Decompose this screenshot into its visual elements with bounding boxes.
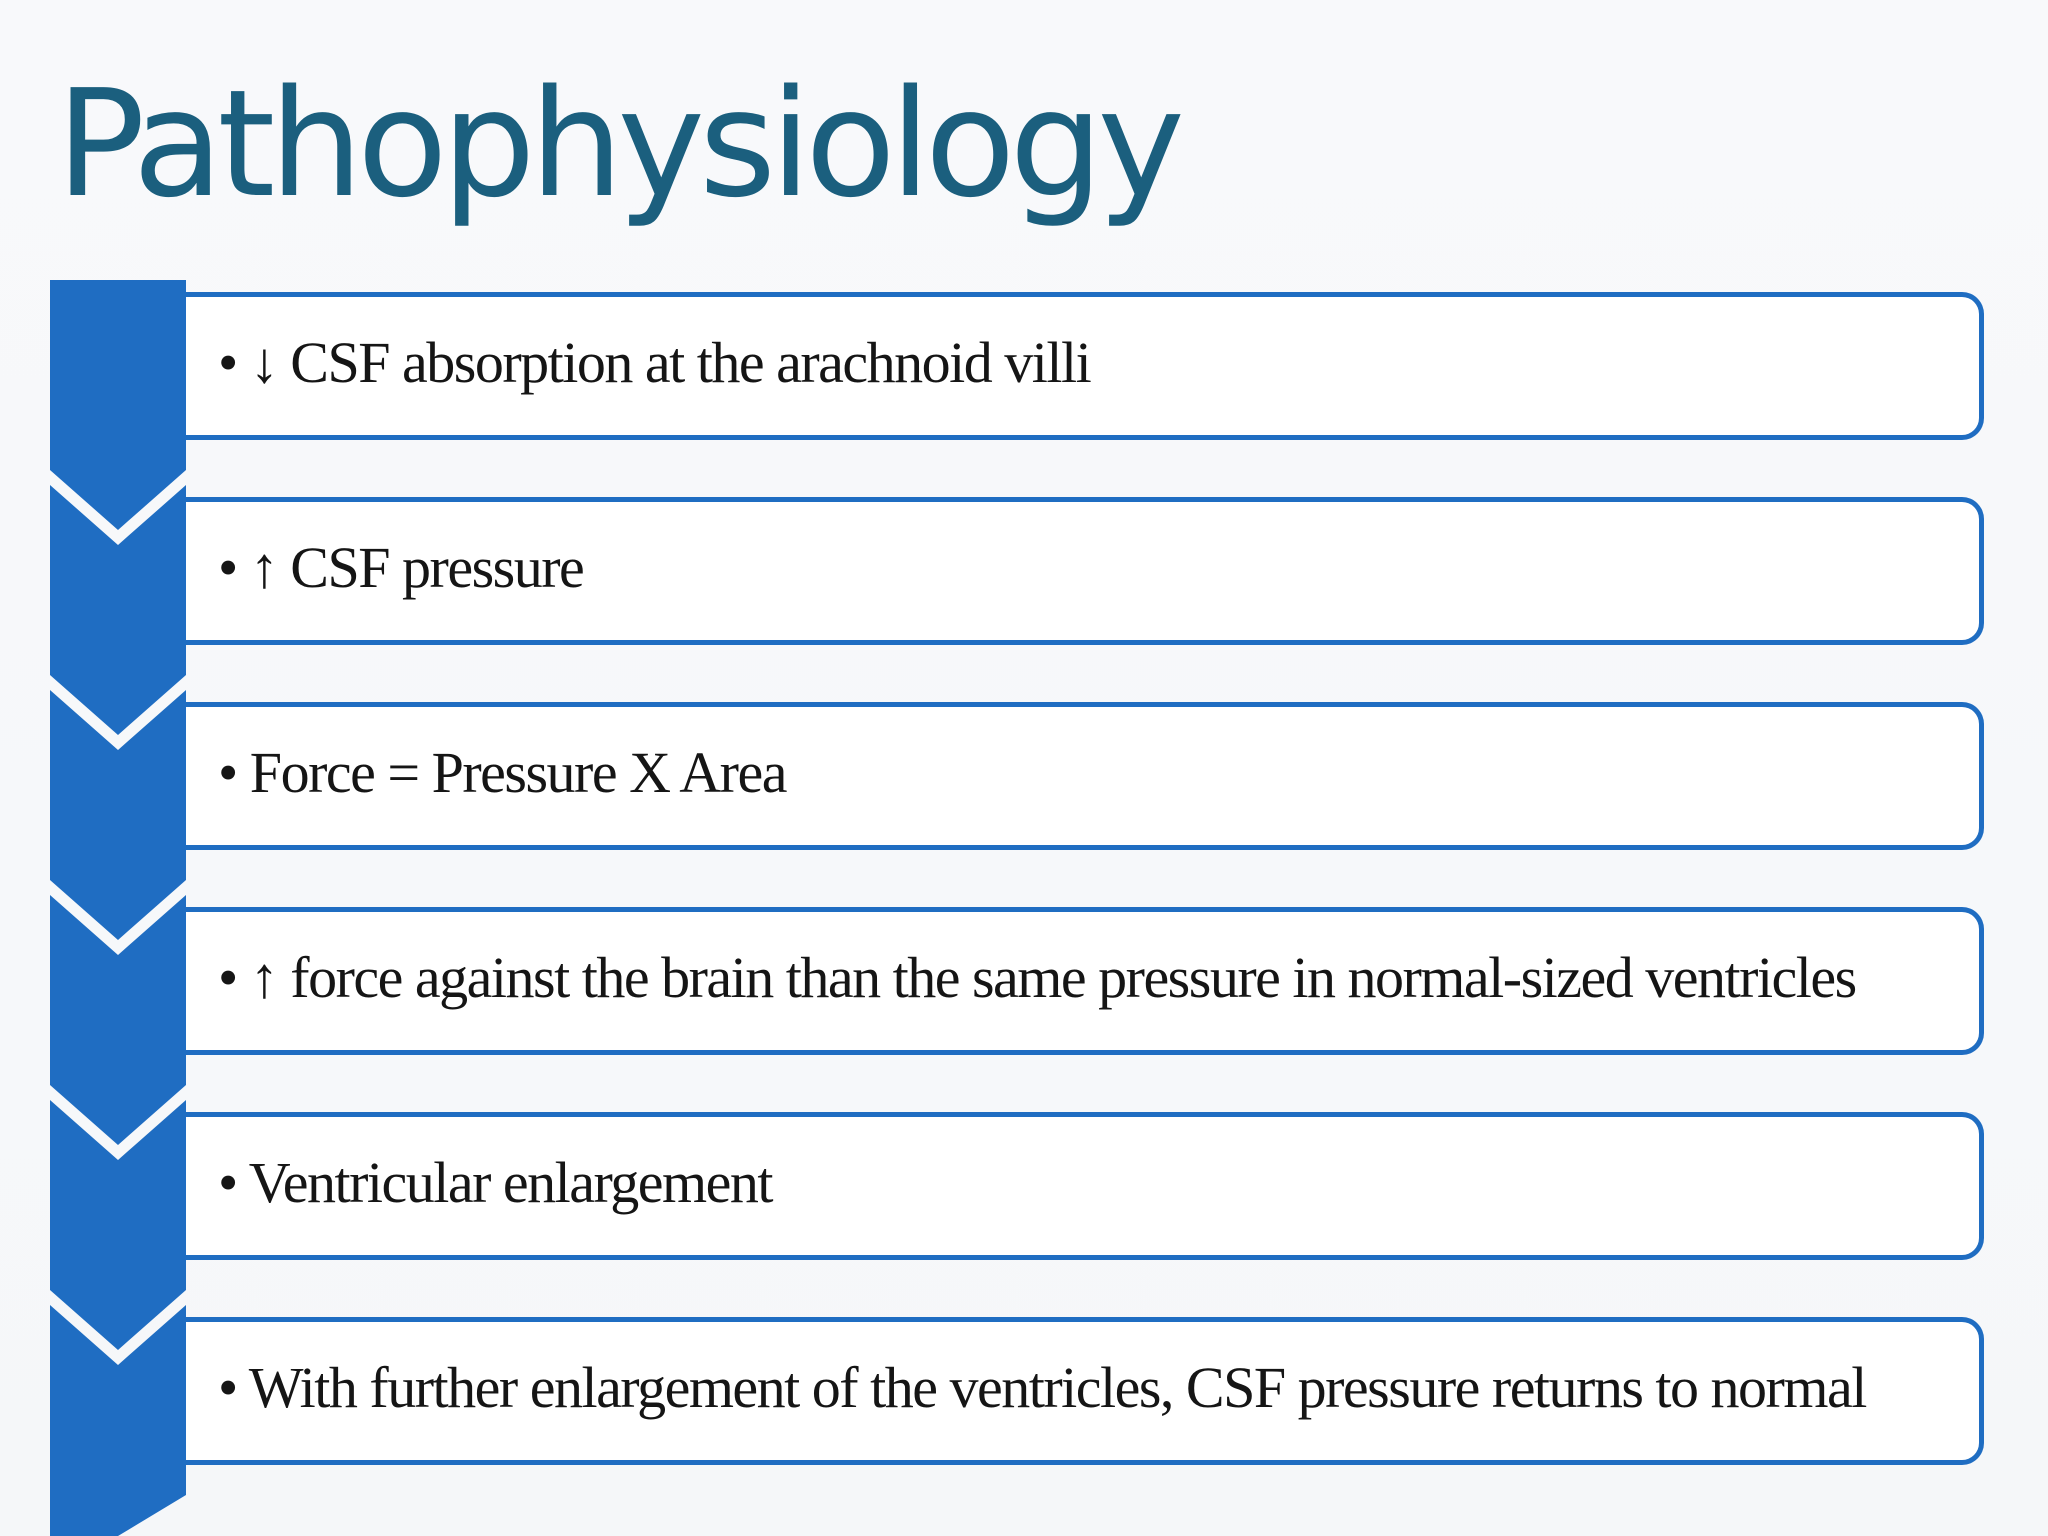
slide-title: Pathophysiology bbox=[56, 58, 1179, 230]
step-text-3: • Force = Pressure X Area bbox=[218, 740, 786, 805]
step-text-4: • ↑ force against the brain than the same pressure in normal-sized ventricles bbox=[218, 945, 1856, 1010]
chevron-arrow-1 bbox=[50, 280, 186, 530]
step-text-2: • ↑ CSF pressure bbox=[218, 535, 584, 600]
step-text-5: • Ventricular enlargement bbox=[218, 1150, 772, 1215]
step-text-1: • ↓ CSF absorption at the arachnoid villi bbox=[218, 330, 1091, 395]
step-text-6: • With further enlargement of the ventricles, CSF pressure returns to normal bbox=[218, 1355, 1866, 1420]
